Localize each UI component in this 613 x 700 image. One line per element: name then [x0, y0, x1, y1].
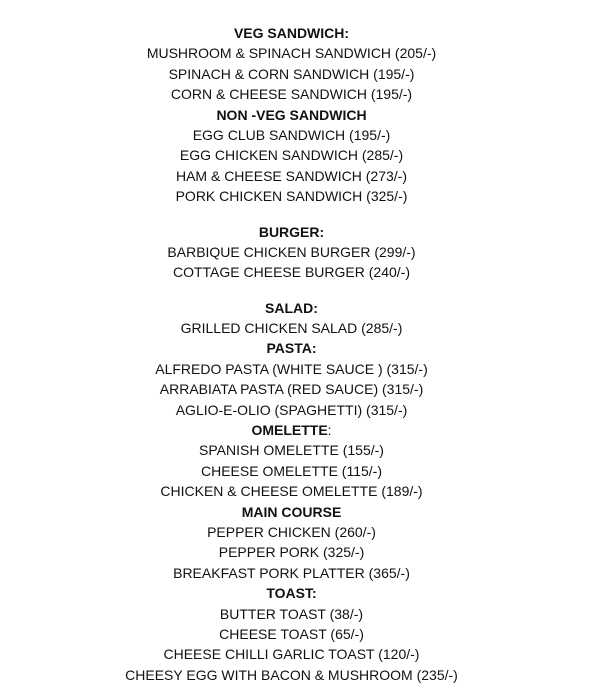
section-heading-omelette-label: OMELETTE	[251, 422, 328, 439]
menu-item: AGLIO-E-OLIO (SPAGHETTI) (315/-)	[175, 401, 408, 418]
menu-item: CHEESE TOAST (65/-)	[219, 625, 364, 642]
menu-item: PORK CHICKEN SANDWICH (325/-)	[175, 188, 408, 205]
menu-item: PEPPER PORK (325/-)	[218, 544, 365, 561]
menu-item: CORN & CHEESE SANDWICH (195/-)	[170, 86, 413, 103]
section-spacer	[0, 283, 583, 298]
menu-document	[0, 23, 583, 685]
section-heading-burger: BURGER:	[258, 223, 325, 240]
section-heading-salad: SALAD:	[265, 299, 318, 316]
menu-item: COTTAGE CHEESE BURGER (240/-)	[172, 264, 410, 281]
menu-item: EGG CLUB SANDWICH (195/-)	[192, 126, 391, 143]
section-spacer	[0, 207, 583, 222]
section-heading-pasta: PASTA:	[266, 340, 317, 357]
section-heading-non-veg-sandwich: NON -VEG SANDWICH	[216, 106, 367, 123]
section-heading-omelette-colon: :	[327, 422, 332, 439]
menu-item: BARBIQUE CHICKEN BURGER (299/-)	[167, 243, 416, 260]
menu-item: BUTTER TOAST (38/-)	[219, 605, 364, 622]
menu-item: CHICKEN & CHEESE OMELETTE (189/-)	[160, 483, 423, 500]
section-heading-omelette	[0, 420, 583, 440]
menu-item: PEPPER CHICKEN (260/-)	[207, 523, 376, 540]
menu-item: CHEESE OMELETTE (115/-)	[200, 462, 382, 479]
menu-item: MUSHROOM & SPINACH SANDWICH (205/-)	[146, 45, 437, 62]
menu-item: SPINACH & CORN SANDWICH (195/-)	[168, 65, 415, 82]
menu-item: SPANISH OMELETTE (155/-)	[199, 442, 384, 459]
menu-item: CHEESE CHILLI GARLIC TOAST (120/-)	[163, 646, 420, 663]
section-heading-toast: TOAST:	[266, 585, 317, 602]
section-heading-main-course: MAIN COURSE	[241, 503, 342, 520]
menu-item: GRILLED CHICKEN SALAD (285/-)	[180, 320, 403, 337]
menu-item: CHEESY EGG WITH BACON & MUSHROOM (235/-)	[125, 666, 458, 683]
menu-item: EGG CHICKEN SANDWICH (285/-)	[179, 147, 404, 164]
menu-item: ALFREDO PASTA (WHITE SAUCE ) (315/-)	[155, 360, 428, 377]
menu-item: ARRABIATA PASTA (RED SAUCE) (315/-)	[159, 381, 424, 398]
section-heading-veg-sandwich: VEG SANDWICH:	[233, 25, 350, 41]
menu-item: BREAKFAST PORK PLATTER (365/-)	[173, 564, 410, 581]
menu-item: HAM & CHEESE SANDWICH (273/-)	[175, 167, 408, 184]
